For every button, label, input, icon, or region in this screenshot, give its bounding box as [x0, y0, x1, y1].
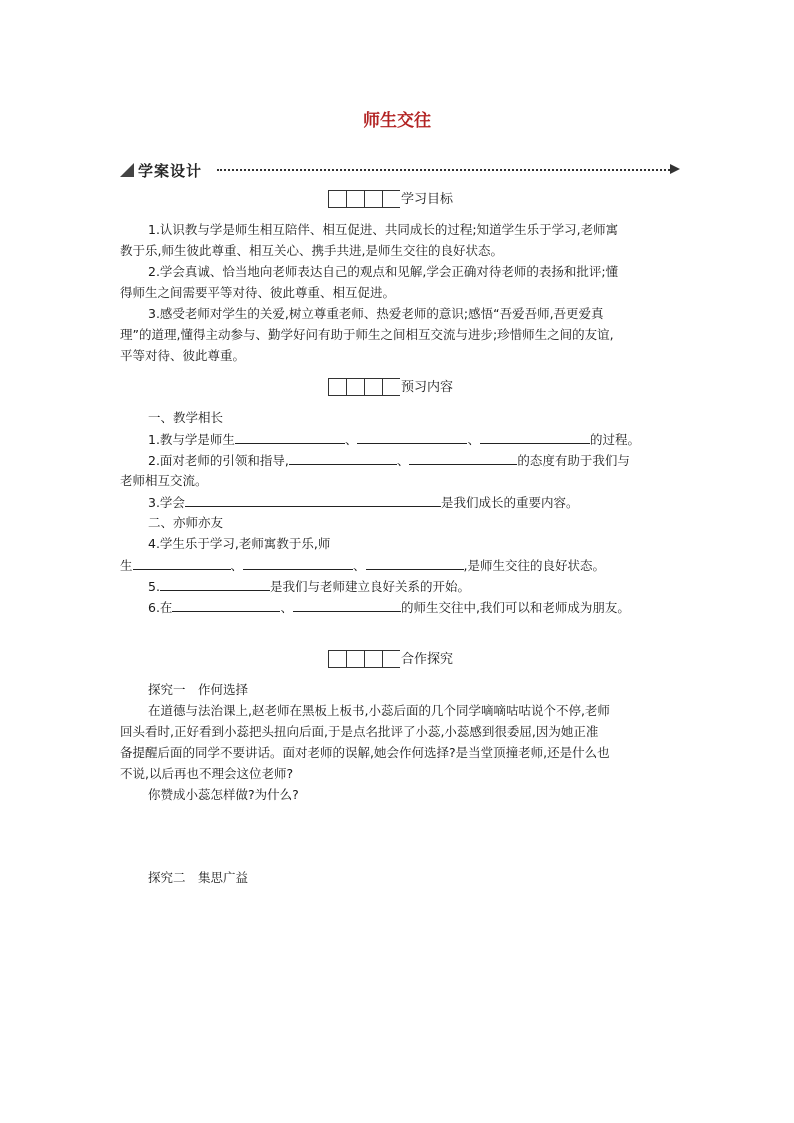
page-title: 师生交往: [363, 111, 431, 131]
question-4: 4.学生乐于学习,老师寓教于乐,师: [148, 536, 331, 551]
goals-header: [328, 188, 453, 208]
goal-line: 教于乐,师生彼此尊重、相互关心、携手共进,是师生交往的良好状态。: [120, 243, 503, 258]
box-icon: [346, 190, 364, 208]
question-3: 3.学会 是我们成长的重要内容。: [148, 492, 578, 513]
goal-line: 平等对待、彼此尊重。: [120, 348, 246, 363]
question-6: 6.在 、 的师生交往中,我们可以和老师成为朋友。: [148, 597, 630, 618]
goals-header-text: 学习目标: [401, 192, 454, 207]
question-2: 2.面对老师的引领和指导, 、 的态度有助于我们与: [148, 450, 630, 471]
answer-blank[interactable]: [185, 492, 441, 507]
answer-blank[interactable]: [289, 450, 397, 465]
answer-blank[interactable]: [243, 555, 353, 570]
explore-paragraph-line: 备提醒后面的同学不要讲话。面对老师的误解,她会作何选择?是当堂顶撞老师,还是什么也: [120, 745, 610, 760]
box-icon: [382, 190, 400, 208]
box-icon: [328, 190, 346, 208]
box-icon: [364, 190, 382, 208]
question-1: 1.教与学是师生 、 、 的过程。: [148, 429, 640, 450]
dotted-rule: [217, 169, 670, 171]
answer-blank[interactable]: [357, 429, 467, 444]
answer-blank[interactable]: [366, 555, 464, 570]
answer-blank[interactable]: [409, 450, 517, 465]
explore-header-text: 合作探究: [401, 652, 454, 667]
explore-paragraph-line: 不说,以后再也不理会这位老师?: [120, 766, 294, 781]
box-icon: [364, 378, 382, 396]
goal-line: 1.认识教与学是师生相互陪伴、相互促进、共同成长的过程;知道学生乐于学习,老师寓: [148, 222, 619, 237]
answer-blank[interactable]: [235, 429, 345, 444]
explore-title-1: 探究一 作何选择: [148, 682, 249, 697]
preview-header-text: 预习内容: [401, 380, 454, 395]
answer-blank[interactable]: [293, 597, 401, 612]
box-icon: [364, 650, 382, 668]
goal-line: 2.学会真诚、恰当地向老师表达自己的观点和见解,学会正确对待老师的表扬和批评;懂: [148, 264, 619, 279]
goal-line: 理”的道理,懂得主动参与、勤学好问有助于师生之间相互交流与进步;珍惜师生之间的友谊,: [120, 327, 614, 342]
box-icon: [382, 650, 400, 668]
section-header: [120, 160, 680, 180]
triangle-icon: [120, 163, 134, 177]
goal-line: 得师生之间需要平等对待、彼此尊重、相互促进。: [120, 285, 396, 300]
answer-blank[interactable]: [172, 597, 280, 612]
box-icon: [328, 378, 346, 396]
explore-paragraph-line: 在道德与法治课上,赵老师在黑板上板书,小蕊后面的几个同学嘀嘀咕咕说个不停,老师: [148, 703, 610, 718]
answer-blank[interactable]: [133, 555, 231, 570]
answer-blank[interactable]: [160, 576, 270, 591]
preview-header: [328, 376, 453, 396]
preview-heading-2: 二、亦师亦友: [148, 515, 224, 530]
answer-blank[interactable]: [480, 429, 590, 444]
goal-line: 3.感受老师对学生的关爱,树立尊重老师、热爱老师的意识;感悟“吾爱吾师,吾更爱真: [148, 306, 604, 321]
explore-question: 你赞成小蕊怎样做?为什么?: [148, 787, 299, 802]
box-icon: [382, 378, 400, 396]
preview-heading-1: 一、教学相长: [148, 410, 224, 425]
explore-header: [328, 648, 453, 668]
arrow-right-icon: [670, 164, 680, 174]
question-2-cont: 老师相互交流。: [120, 473, 208, 488]
section-label: 学案设计: [138, 162, 203, 180]
question-4-cont: 生 、 、 ,是师生交往的良好状态。: [120, 555, 605, 576]
box-icon: [346, 650, 364, 668]
question-5: 5. 是我们与老师建立良好关系的开始。: [148, 576, 470, 597]
box-icon: [346, 378, 364, 396]
explore-title-2: 探究二 集思广益: [148, 870, 249, 885]
explore-paragraph-line: 回头看时,正好看到小蕊把头扭向后面,于是点名批评了小蕊,小蕊感到很委屈,因为她正准: [120, 724, 599, 739]
box-icon: [328, 650, 346, 668]
